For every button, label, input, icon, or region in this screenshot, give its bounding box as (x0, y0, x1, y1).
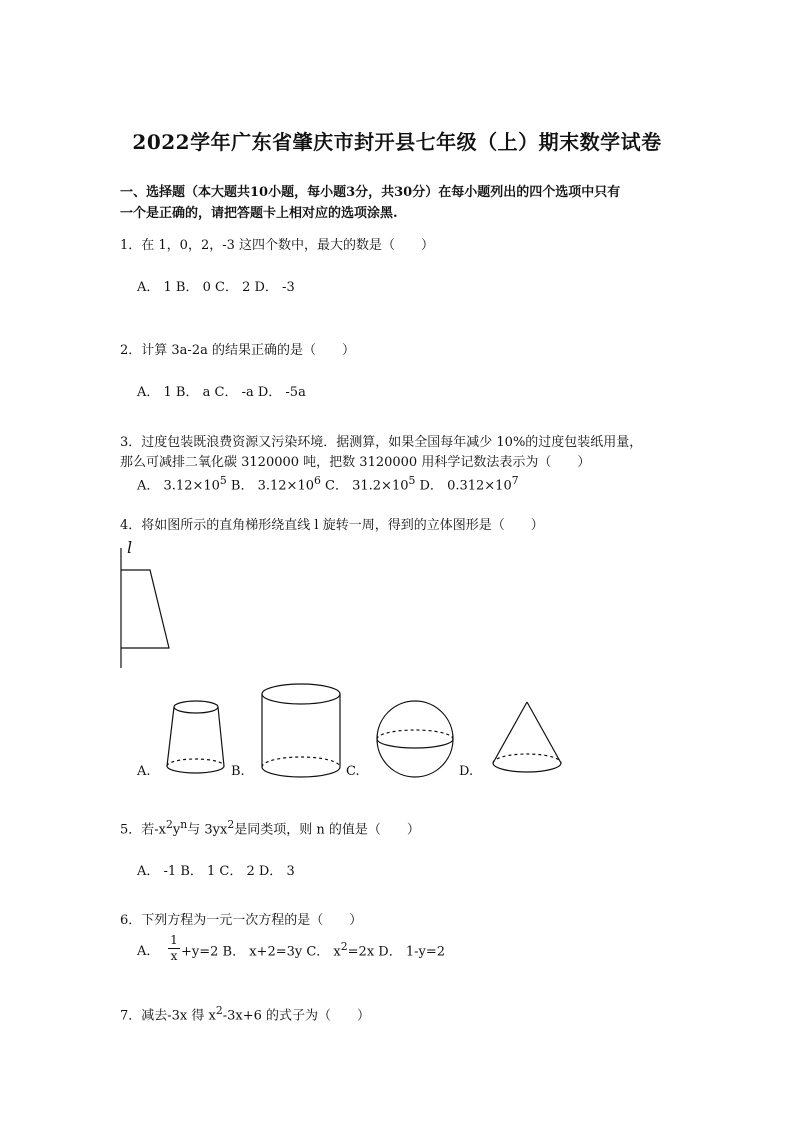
page-title: 2022学年广东省肇庆市封开县七年级（上）期末数学试卷 (132, 130, 662, 154)
section-heading-line-2: 一个是正确的，请把答题卡上相对应的选项涂黑. (120, 206, 398, 221)
cylinder-figure (262, 684, 340, 777)
figure-label-c: C. (346, 764, 360, 779)
q6-rest-exponent: 2 (340, 940, 348, 953)
question-6-stem: 6．下列方程为一元一次方程的是（ ） (120, 913, 363, 928)
axis-label-l: l (127, 538, 133, 557)
q7-exponent: 2 (215, 1004, 223, 1017)
q5-exp-1: 2 (166, 818, 173, 831)
q5-part-3: 与 3yx (187, 822, 228, 838)
figure-label-d: D. (459, 764, 474, 779)
q3-option-a: A． 3.12×10 (137, 478, 220, 494)
question-4-stem: 4．将如图所示的直角梯形绕直线 l 旋转一周，得到的立体图形是（ ） (120, 518, 544, 533)
question-5-options: A． -1 B． 1 C． 2 D． 3 (137, 864, 295, 879)
fraction-numerator: 1 (170, 933, 178, 947)
section-heading-line-1: 一、选择题（本大题共10小题，每小题3分，共30分）在每小题列出的四个选项中只有 (120, 185, 621, 200)
question-7-stem (120, 1004, 370, 1023)
q6-rest-part-1: +y=2 B． x+2=3y C． x (181, 944, 341, 960)
frustum-figure (167, 701, 224, 773)
q3-option-c-exponent: 5 (408, 474, 416, 487)
question-3-line-1: 3．过度包装既浪费资源又污染环境．据测算，如果全国每年减少 10%的过度包装纸用量， (120, 435, 643, 450)
figure-label-a: A. (137, 764, 151, 779)
q6-rest-part-2: =2x D． 1-y=2 (347, 944, 446, 960)
q5-part-1: 5．若-x (120, 822, 166, 838)
cone-figure (493, 702, 561, 772)
question-3-line-2: 那么可减排二氧化碳 3120000 吨，把数 3120000 用科学记数法表示为（ ） (120, 455, 591, 470)
q7-part-2: -3x+6 的式子为（ ） (222, 1008, 371, 1024)
question-6-option-a-label: A． (137, 944, 160, 959)
question-2-stem: 2．计算 3a-2a 的结果正确的是（ ） (120, 343, 355, 358)
q5-exp-3: 2 (227, 818, 235, 831)
question-1-options: A． 1 B． 0 C． 2 D． -3 (137, 280, 295, 295)
fraction-denominator: x (170, 949, 178, 963)
question-5-stem (120, 818, 420, 837)
q3-option-c: C． 31.2×10 (320, 478, 409, 494)
q3-option-d-exponent: 7 (511, 474, 519, 487)
fraction-one-over-x (168, 934, 180, 963)
q3-option-b: B． 3.12×10 (226, 478, 314, 494)
question-2-options: A． 1 B． a C． -a D． -5a (137, 385, 306, 400)
figure-label-b: B. (231, 764, 245, 779)
q3-option-a-exponent: 5 (219, 474, 227, 487)
question-1-stem: 1．在 1，0，2，-3 这四个数中，最大的数是（ ） (120, 238, 435, 253)
question-6-options-rest (181, 940, 445, 959)
q3-option-b-exponent: 6 (314, 474, 321, 487)
q5-part-4: 是同类项，则 n 的值是（ ） (234, 822, 420, 838)
q5-part-2: y (172, 822, 181, 838)
q7-part-1: 7．减去-3x 得 x (120, 1008, 216, 1024)
right-trapezoid-shape (121, 570, 169, 648)
sphere-figure (377, 701, 453, 777)
q3-option-d: D． 0.312×10 (415, 478, 512, 494)
q5-exp-2: n (180, 818, 188, 831)
